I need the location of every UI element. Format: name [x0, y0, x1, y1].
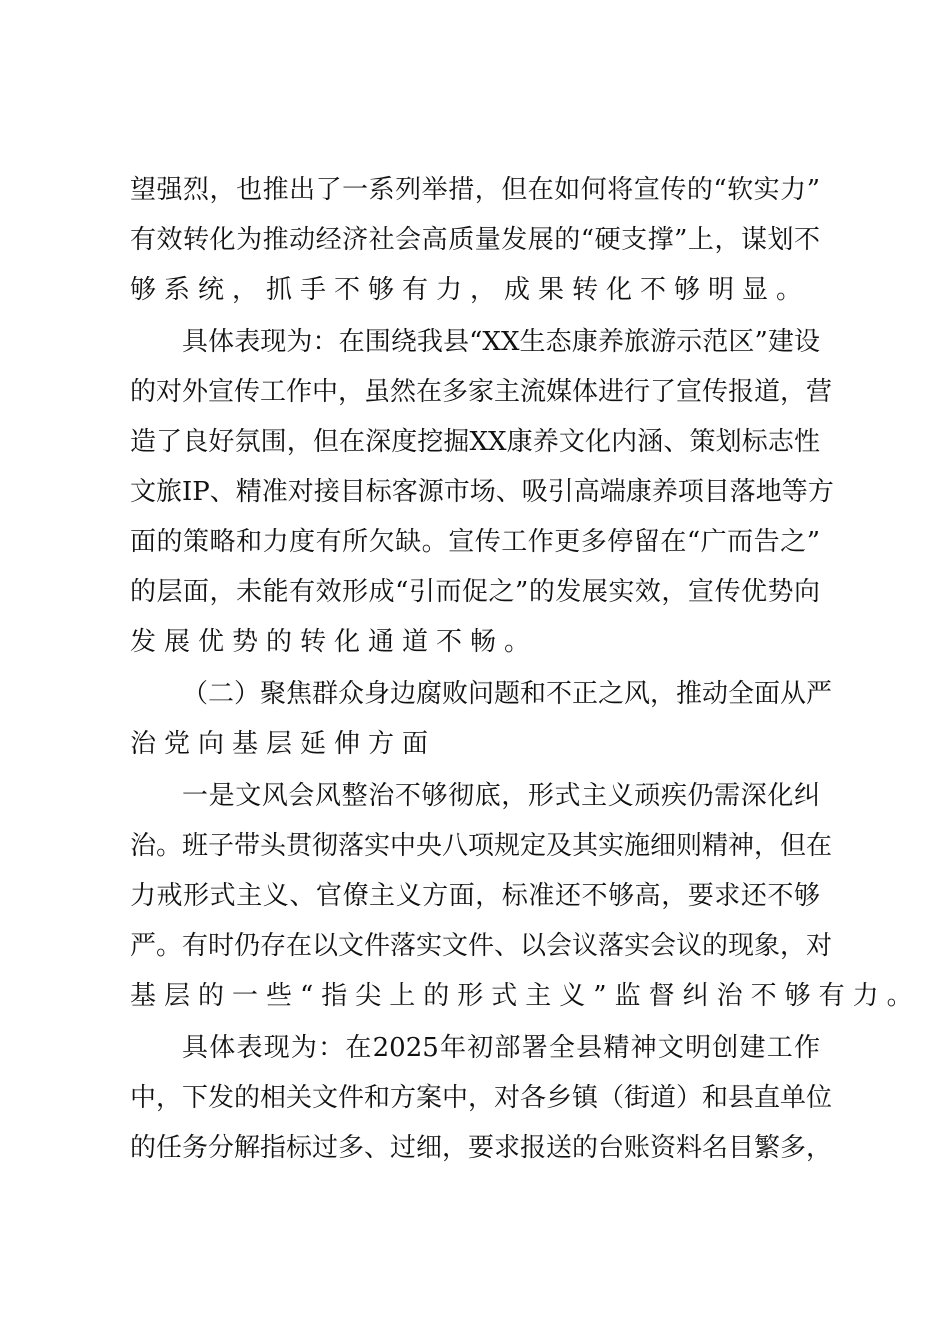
text-line: 望强烈，也推出了一系列举措，但在如何将宣传的“软实力” — [130, 175, 820, 205]
text-line: 一是文风会风整治不够彻底，形式主义顽疾仍需深化纠 — [182, 781, 820, 811]
text-line: 力戒形式主义、官僚主义方面，标准还不够高，要求还不够 — [130, 881, 820, 911]
text-line: 治党向基层延伸方面 — [130, 729, 437, 759]
text-line: 具体表现为：在2025年初部署全县精神文明创建工作 — [182, 1033, 820, 1063]
text-line: 治。班子带头贯彻落实中央八项规定及其实施细则精神，但在 — [130, 831, 833, 861]
text-line: 文旅IP、精准对接目标客源市场、吸引高端康养项目落地等方 — [130, 477, 834, 507]
text-line: 有效转化为推动经济社会高质量发展的“硬支撑”上，谋划不 — [130, 225, 820, 255]
text-line: 的层面，未能有效形成“引而促之”的发展实效，宣传优势向 — [130, 577, 820, 607]
text-line: 的对外宣传工作中，虽然在多家主流媒体进行了宣传报道，营 — [130, 377, 833, 407]
text-line: 中，下发的相关文件和方案中，对各乡镇（街道）和县直单位 — [130, 1083, 833, 1113]
text-line: 面的策略和力度有所欠缺。宣传工作更多停留在“广而告之” — [130, 527, 820, 557]
text-line: 发展优势的转化通道不畅。 — [130, 627, 539, 657]
text-line: 基层的一些“指尖上的形式主义”监督纠治不够有力。 — [130, 981, 921, 1011]
text-line: 严。有时仍存在以文件落实文件、以会议落实会议的现象，对 — [130, 931, 833, 961]
paragraph — [130, 165, 820, 315]
paragraph — [130, 1023, 833, 1173]
paragraph — [130, 669, 833, 769]
paragraph — [130, 771, 921, 1021]
document-body — [130, 165, 921, 1173]
text-line: 造了良好氛围，但在深度挖掘XX康养文化内涵、策划标志性 — [130, 427, 820, 457]
paragraph — [130, 317, 834, 667]
text-line: 具体表现为：在围绕我县“XX生态康养旅游示范区”建设 — [182, 327, 820, 357]
text-line: （二）聚焦群众身边腐败问题和不正之风，推动全面从严 — [182, 679, 833, 709]
text-line: 的任务分解指标过多、过细，要求报送的台账资料名目繁多， — [130, 1133, 833, 1163]
text-line: 够系统，抓手不够有力，成果转化不够明显。 — [130, 275, 811, 305]
